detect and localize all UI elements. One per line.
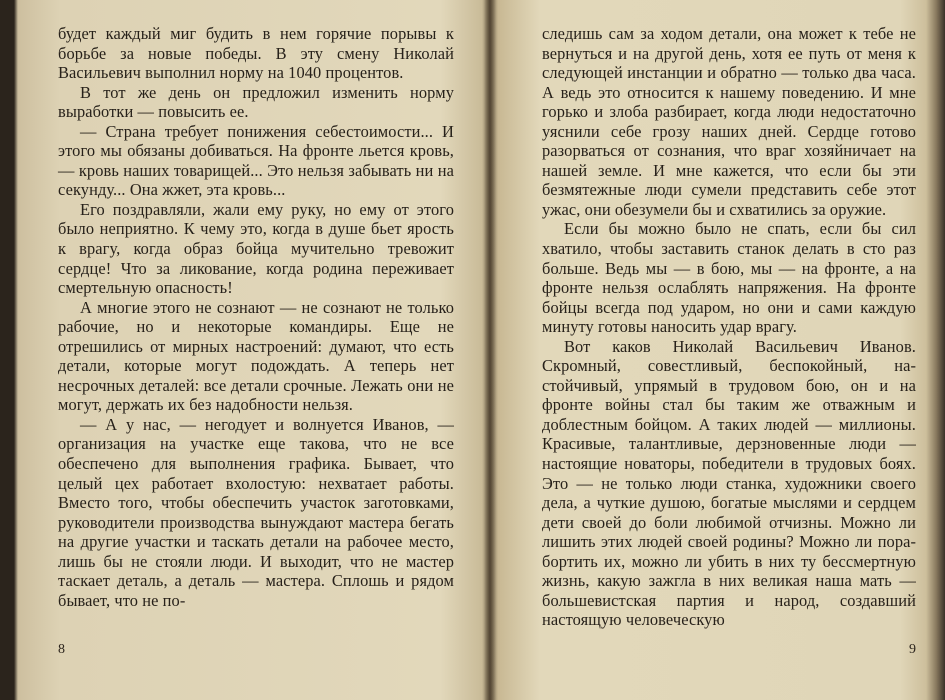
left-page-text [58,24,454,610]
page-number: 8 [58,642,65,657]
paragraph: будет каждый миг будить в нем горячие порывы к борьбе за новые победы. В эту смену Николай Васильевич выполнил норму на 1040 процентов. [58,24,454,83]
gutter [484,0,496,700]
paragraph: — Страна требует понижения себестоимости... И этого мы обязаны добиваться. На фронте льется кровь, — кровь наших товарищей... Это нельзя забывать ни на секунду... Она жжет, эта кровь... [58,121,454,200]
paragraph: Вот каков Николай Васильевич Иванов. Скромный, совестливый, беспокойный, настойчивый, упрямый в трудовом бою, он и на фронте войны стал бы таким же отважным и доблестным бойцом. А таких людей — миллионы. Красивые, талантливые, дерзновенные люди — настоящие новаторы, победители в трудовых боях. Это — не только люди станка, художники своего дела, а чуткие душою, богатые мыслями и сердцем дети своей до боли любимой отчизны. Можно ли лишить этих людей своей родины? Можно ли порабортить их, можно ли убить в них ту бессмертную жизнь, какую зажгла в них великая наша мать — большевистская партия и народ, создавший настоящую человеческую [542,336,916,630]
paragraph: следишь сам за ходом детали, она может к тебе не вернуться и на другой день, хотя ее путь от меня к следующей инстанции и обратно — только два часа. А ведь это относится к нашему поведению. И мне горько и злоба разбирает, когда люди недостаточно уяснили себе грозу наших дней. Сердце готово разорваться от сознания, что враг хозяйничает на нашей земле. И мне кажется, что если бы эти безмятежные люди сумели представить себе этот ужас, они обезумели бы и схватились за оружие. [542,24,916,219]
paragraph: В тот же день он предложил изменить норму выработки — повысить ее. [58,82,454,122]
right-page [496,0,932,700]
right-page-text [542,24,916,630]
paragraph: — А у нас, — негодует и волнуется Иванов, — организация на участке еще такова, что не все обеспечено для выполнения графика. Бывает, что целый цех работает вхолостую: нехватает работы. Вместо того, чтобы обеспечить участок заготовками, руководители производства вынуждают мастера бегать на другие участки и таскать детали на рабочее место, лишь бы не стояли люди. И выходит, что не мастер таскает деталь, а деталь — мастера. Сплошь и рядом бывает, что не по- [58,414,454,610]
paragraph: Его поздравляли, жали ему руку, но ему от этого было неприятно. К чему это, когда в душе бьет ярость к врагу, когда образ бойца мучительно тревожит сердце! Что за ликование, когда родина переживает смертельную опасность! [58,199,454,298]
paragraph: А многие этого не сознают — не сознают не только рабочие, но и некоторые командиры. Еще не отрешились от мирных настроений: думают, что есть детали, которые могут подождать. А теперь нет несрочных деталей: все детали срочные. Лежать они не могут, держать их без надобности нельзя. [58,297,454,415]
paragraph: Если бы можно было не спать, если бы сил хватило, чтобы заставить станок делать в сто раз больше. Ведь мы — в бою, мы — на фронте, а на фронте нельзя ослаблять напряжения. На фронте бойцы всегда под ударом, но они и сами каждую минуту готовы наносить удар врагу. [542,219,916,337]
page-number: 9 [909,642,916,657]
left-page [18,0,486,700]
